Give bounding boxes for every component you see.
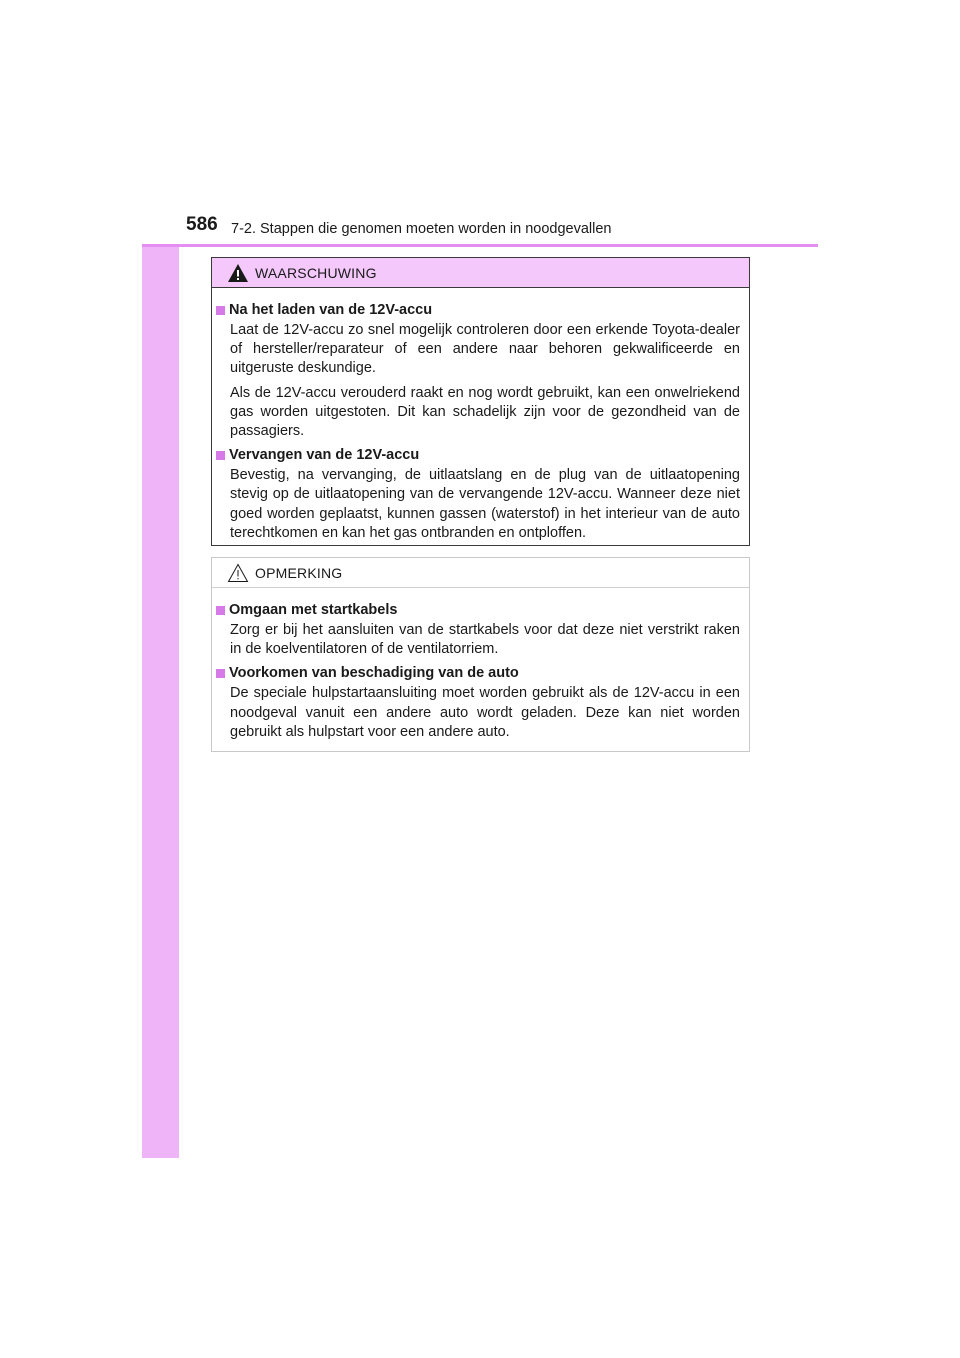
square-bullet-icon — [216, 606, 225, 615]
page-number: 586 — [186, 214, 218, 235]
note-box-body — [212, 588, 749, 742]
warning-item-title — [216, 446, 740, 465]
note-box-label: OPMERKING — [255, 565, 343, 581]
note-item — [216, 601, 740, 659]
warning-item — [216, 301, 740, 441]
warning-box — [211, 257, 750, 546]
note-item-title — [216, 664, 740, 683]
warning-box-body — [212, 288, 749, 543]
note-item-title-text: Voorkomen van beschadiging van de auto — [229, 665, 519, 682]
warning-item-title-text: Vervangen van de 12V-accu — [229, 447, 420, 464]
header-rule — [142, 244, 818, 247]
square-bullet-icon — [216, 669, 225, 678]
warning-box-header — [212, 258, 749, 288]
warning-item-paragraph: Bevestig, na vervanging, de uitlaatslang en de plug van de uitlaatopening stevig op de uitlaatopening van de vervangende 12V-accu. Wanneer deze niet goed worden geplaatst, kunnen gassen (waterstof) in het interieur van de auto terechtkomen en kan het gas ontbranden en ontploffen. — [230, 467, 740, 541]
warning-item-title — [216, 301, 740, 320]
note-box — [211, 557, 750, 752]
square-bullet-icon — [216, 451, 225, 460]
warning-item-paragraph: Als de 12V-accu verouderd raakt en nog wordt gebruikt, kan een onwelriekend gas worden uitgestoten. Dit kan schadelijk zijn voor de gezondheid van de passagiers. — [230, 384, 740, 440]
note-item-paragraph: Zorg er bij het aansluiten van de startkabels voor dat deze niet verstrikt raken in de koelventilatoren of de ventilatorriem. — [230, 622, 740, 658]
square-bullet-icon — [216, 306, 225, 315]
warning-item — [216, 446, 740, 543]
warning-item-paragraph: Laat de 12V-accu zo snel mogelijk controleren door een erkende Toyota-dealer of hersteller/reparateur of een andere naar behoren gekwalificeerde en uitgeruste deskundige. — [230, 322, 740, 377]
caution-triangle-outline-icon — [227, 563, 249, 583]
chapter-side-tab — [142, 198, 179, 1158]
note-item-title — [216, 601, 740, 620]
warning-box-label: WAARSCHUWING — [255, 265, 377, 281]
note-item-title-text: Omgaan met startkabels — [229, 602, 398, 618]
note-box-header — [212, 558, 749, 588]
note-item — [216, 664, 740, 742]
note-item-paragraph: De speciale hulpstartaansluiting moet worden gebruikt als de 12V-accu in een noodgeval vanuit een andere auto wordt geladen. Deze kan niet worden gebruikt als hulpstart voor een andere auto. — [230, 685, 740, 740]
warning-triangle-filled-icon — [227, 263, 249, 283]
section-title: 7-2. Stappen die genomen moeten worden in noodgevallen — [231, 221, 612, 237]
warning-item-title-text: Na het laden van de 12V-accu — [229, 302, 433, 318]
